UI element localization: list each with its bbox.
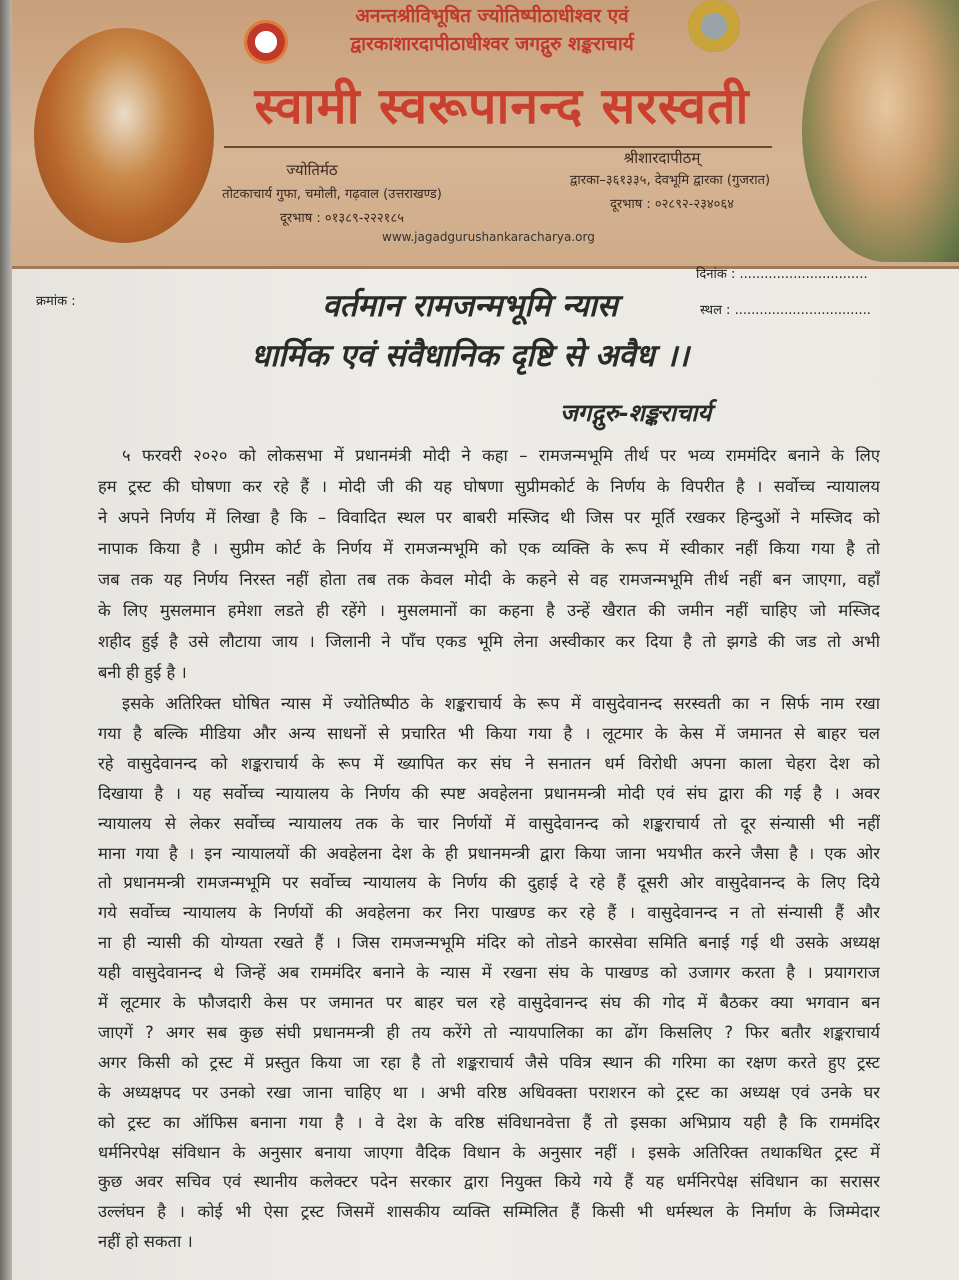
left-org-name: ज्योतिर्मठ xyxy=(286,161,338,179)
paragraph-2-line: में लूटमार के फौजदारी केस पर जमानत पर बाहर चल रहे वासुदेवानन्द संघ की गोद में बैठकर क्या भगवान बन xyxy=(98,993,880,1012)
serial-number-label: क्रमांक : xyxy=(36,294,76,309)
header-title-line1: अनन्तश्रीविभूषित ज्योतिष्पीठाधीश्वर एवं xyxy=(355,5,629,27)
paragraph-1-line: बनी ही हुई है । xyxy=(98,663,187,682)
paragraph-1-line: नापाक किया है । सुप्रीम कोर्ट के निर्णय में रामजन्मभूमि को एक व्यक्ति के रूप में स्वीकार नहीं किया गया है तो xyxy=(98,539,880,558)
paragraph-2-line: इसके अतिरिक्त घोषित न्यास में ज्योतिष्पीठ के शङ्कराचार्य के रूप में वासुदेवानन्द सरस्वती का न सिर्फ नाम रखा xyxy=(122,694,880,713)
peetham-seal-logo xyxy=(688,0,740,52)
paragraph-2-line: माना गया है । इन न्यायालयों की अवहेलना देश के ही प्रधानमन्त्री द्वारा किया जाना भयभीत करने जैसा है । एक ओर xyxy=(98,843,880,863)
paragraph-1-line: जब तक यह निर्णय निरस्त नहीं होता तब तक केवल मोदी के कहने से वह रामजन्मभूमि तीर्थ नहीं बन जाएगा, वहाँ xyxy=(98,570,880,589)
paragraph-2-line: दिखाया है । यह सर्वोच्च न्यायालय के निर्णय की स्पष्ट अवहेलना प्रधानमन्त्री मोदी एवं संघ द्वारा की गई है । अवर xyxy=(98,783,880,803)
paragraph-2-line: तो प्रधानमन्त्री रामजन्मभूमि पर सर्वोच्च न्यायालय के निर्णय की दुहाई दे रहे हैं दूसरी ओर वासुदेवानन्द के लिए दिये xyxy=(98,873,880,893)
document-author: जगद्गुरु-शङ्कराचार्य xyxy=(560,398,712,427)
portrait-photo-left xyxy=(34,28,214,243)
paragraph-2-line: गये सर्वोच्च न्यायालय के निर्णयों की अवहेलना कर निरा पाखण्ड कर रहे हैं । वासुदेवानन्द न तो संन्यासी हैं और xyxy=(98,903,880,923)
letterhead-header xyxy=(12,0,959,269)
header-title-line2: द्वारकाशारदापीठाधीश्वर जगद्गुरु शङ्कराचार्य xyxy=(350,33,634,55)
date-field: दिनांक : ............................... xyxy=(696,267,868,282)
shri-emblem-logo xyxy=(244,20,288,64)
paragraph-2-line: अगर किसी को ट्रस्ट में प्रस्तुत किया जा रहा है तो शङ्कराचार्य जैसे पवित्र स्थान की गरिमा का रक्षण करते हुए ट्रस्ट xyxy=(98,1052,880,1072)
paragraph-1-line: के लिए मुसलमान हमेशा लडते ही रहेंगे । मुसलमानों का कहना है उन्हें खैरात की जमीन नहीं चाहिए जो मस्जिद xyxy=(98,601,880,620)
document-title-line2: धार्मिक एवं संवैधानिक दृष्टि से अवैध ।। xyxy=(251,338,689,374)
right-org-name: श्रीशारदापीठम् xyxy=(623,149,701,167)
paragraph-2-line: न्यायालय से लेकर सर्वोच्च न्यायालय तक के चार निर्णयों में वासुदेवानन्द को शङ्कराचार्य तो दूर संन्यासी भी नहीं xyxy=(98,813,880,833)
paragraph-1-line: ने अपने निर्णय में लिखा है कि – विवादित स्थल पर बाबरी मस्जिद थी जिस पर मूर्ति रखकर हिन्दुओं ने मस्जिद को xyxy=(98,508,880,527)
paragraph-2-line: उल्लंघन है । कोई भी ऐसा ट्रस्ट जिसमें शासकीय व्यक्ति सम्मिलित हैं किसी भी धर्मस्थल के निर्माण के जिम्मेदार xyxy=(98,1202,880,1222)
paragraph-2-line: धर्मनिरपेक्ष संविधान के अनुसार बनाया जाएगा वैदिक विधान के अनुसार नहीं । इसके अतिरिक्त तथाकथित ट्रस्ट में xyxy=(98,1142,880,1162)
right-org-phone: दूरभाष : ०२८९२-२३४०६४ xyxy=(610,197,734,212)
paragraph-2-line: यही वासुदेवानन्द थे जिन्हें अब राममंदिर बनाने के न्यास में रखना संघ के पाखण्ड को उजागर करता है । प्रयागराज xyxy=(98,963,880,983)
portrait-photo-right xyxy=(802,0,959,262)
right-org-address: द्वारका–३६१३३५, देवभूमि द्वारका (गुजरात) xyxy=(569,173,771,188)
document-title-line1: वर्तमान रामजन्मभूमि न्यास xyxy=(322,288,618,324)
header-name: स्वामी स्वरूपानन्द सरस्वती xyxy=(254,77,750,135)
paragraph-2-line: ना ही न्यासी की योग्यता रखते हैं । जिस रामजन्मभूमि मंदिर को तोडने कारसेवा समिति बनाई गई थी उसके अध्यक्ष xyxy=(98,933,880,953)
paragraph-2-line: गया है बल्कि मीडिया और अन्य साधनों से प्रचारित भी किया गया है । लूटमार के केस में जमानत से बाहर चल xyxy=(98,723,880,743)
paragraph-2-line: को ट्रस्ट का ऑफिस बनाना गया है । वे देश के वरिष्ठ संविधानवेत्ता हैं तो इसका अभिप्राय यही है कि राममंदिर xyxy=(98,1112,880,1132)
paragraph-2-line: नहीं हो सकता । xyxy=(98,1232,193,1252)
page-edge-shadow xyxy=(0,0,12,1280)
left-org-address: तोटकाचार्य गुफा, चमोली, गढ़वाल (उत्तराखण्ड) xyxy=(222,187,442,202)
paragraph-2-line: कुछ अवर सचिव एवं स्थानीय कलेक्टर पदेन सरकार द्वारा नियुक्त किये गये हैं यह धर्मनिरपेक्ष संविधान का सरासर xyxy=(98,1172,880,1192)
place-field: स्थल : ................................. xyxy=(700,303,871,318)
paragraph-2-line: जाएगें ? अगर सब कुछ संघी प्रधानमन्त्री ही तय करेंगे तो न्यायपालिका का ढोंग किसलिए ? फिर बतौर शङ्कराचार्य xyxy=(98,1022,880,1042)
paragraph-1-line: ५ फरवरी २०२० को लोकसभा में प्रधानमंत्री मोदी ने कहा – रामजन्मभूमि तीर्थ पर भव्य राममंदिर बनाने के लिए xyxy=(122,446,880,465)
paragraph-1-line: हम ट्रस्ट की घोषणा कर रहे हैं । मोदी जी की यह घोषणा सुप्रीमकोर्ट के निर्णय के विपरीत है । सर्वोच्च न्यायालय xyxy=(98,477,880,496)
left-org-phone: दूरभाष : ०१३८९-२२२१८५ xyxy=(280,211,404,226)
paragraph-2-line: के अध्यक्षपद पर उनको रखा जाना चाहिए था । अभी वरिष्ठ अधिवक्ता पराशरन को ट्रस्ट का अध्यक्ष एवं उनके घर xyxy=(98,1082,880,1102)
website-link[interactable]: www.jagadgurushankaracharya.org xyxy=(382,230,595,244)
paragraph-2-line: रहे वासुदेवानन्द को शङ्कराचार्य के रूप में ख्यापित कर संघ ने सनातन धर्म विरोधी अपना काला चेहरा देश को xyxy=(98,753,880,773)
paragraph-1-line: शहीद हुई है उसे लौटाया जाय । जिलानी ने पाँच एकड भूमि लेना अस्वीकार कर दिया है तो झगडे की जड तो अभी xyxy=(98,632,880,651)
